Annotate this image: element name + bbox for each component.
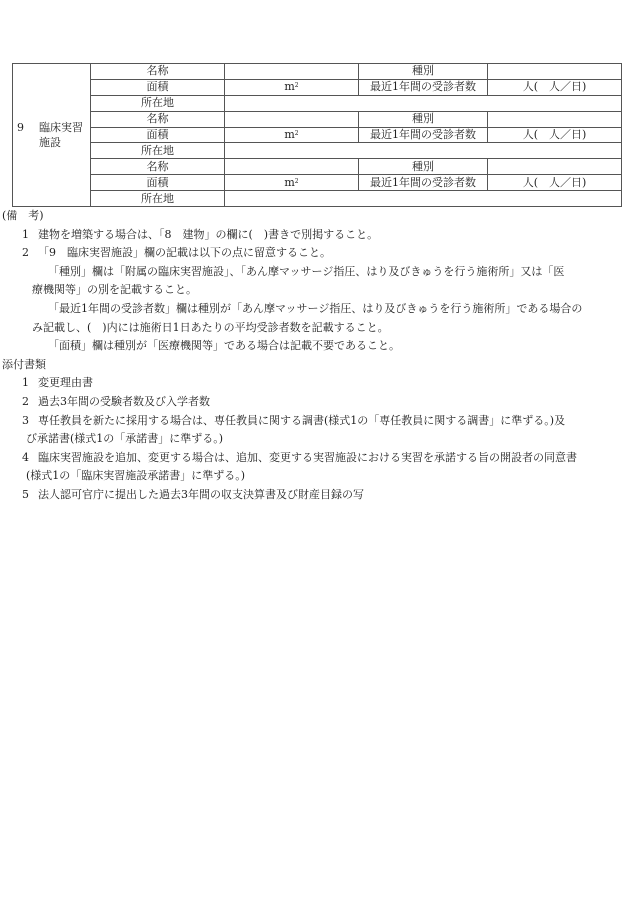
remark-paragraph-line: 「面積」欄は種別が「医療機関等」である場合は記載不要であること。 <box>48 339 400 353</box>
type-label: 種別 <box>359 64 488 80</box>
patients-value-cell[interactable]: 人( 人／日) <box>488 79 622 95</box>
name-label: 名称 <box>91 111 225 127</box>
attachment-text: 過去3年間の受験者数及び入学者数 <box>38 394 210 408</box>
table-row <box>13 159 622 175</box>
attachment-item <box>12 412 624 431</box>
table-row <box>13 175 622 191</box>
row-header-line1: 臨床実習 <box>39 121 83 134</box>
attachment-item <box>12 393 624 412</box>
area-value-cell[interactable] <box>225 79 359 95</box>
remark-item <box>12 244 624 263</box>
patients-value-cell[interactable]: 人( 人／日) <box>488 127 622 143</box>
area-unit-sup: 2 <box>294 82 299 90</box>
remark-text: 建物を増築する場合は、「8 建物」の欄に( )書きで別掲すること。 <box>38 227 379 241</box>
remark-paragraph-continuation: み記載し、( )内には施術日1日あたりの平均受診者数を記載すること。 <box>32 320 389 334</box>
attachment-continuation: (様式1の「臨床実習施設承諾書」に準ずる。) <box>26 469 246 483</box>
attachment-number: 3 <box>22 413 29 427</box>
location-value-cell[interactable] <box>225 143 622 159</box>
attachment-continuation: び承諾書(様式1の「承諾書」に準ずる。) <box>26 432 224 446</box>
location-value-cell[interactable] <box>225 191 622 207</box>
remark-item <box>12 226 624 245</box>
type-label: 種別 <box>359 111 488 127</box>
attachment-item <box>12 486 624 505</box>
row-header-clinical-facility <box>13 64 91 207</box>
attachment-text: 臨床実習施設を追加、変更する場合は、追加、変更する実習施設における実習を承諾する旨の開設者の同意書 <box>38 450 577 464</box>
area-unit: m <box>284 128 295 141</box>
area-unit: m <box>284 175 295 189</box>
name-label: 名称 <box>91 159 225 175</box>
attachment-number: 2 <box>22 394 29 408</box>
row-header-line2: 施設 <box>39 136 61 149</box>
name-label: 名称 <box>91 64 225 80</box>
remark-paragraph-continuation: 療機関等」の別を記載すること。 <box>32 283 197 297</box>
location-label: 所在地 <box>91 143 225 159</box>
remark-text: 「9 臨床実習施設」欄の記載は以下の点に留意すること。 <box>38 246 331 260</box>
patients-value-cell[interactable]: 人( 人／日) <box>488 175 622 191</box>
area-value-cell[interactable] <box>225 175 359 191</box>
table-row <box>13 111 622 127</box>
attachment-number: 4 <box>22 450 29 464</box>
area-label: 面積 <box>91 79 225 95</box>
area-unit-sup: 2 <box>294 177 299 185</box>
remark-number: 2 <box>22 246 29 260</box>
area-unit-sup: 2 <box>294 130 299 137</box>
attachments-title: 添付書類 <box>2 357 46 371</box>
table-row <box>13 143 622 159</box>
area-label: 面積 <box>91 127 225 143</box>
attachment-number: 5 <box>22 487 29 501</box>
name-value-cell[interactable] <box>225 159 359 175</box>
area-value-cell[interactable] <box>225 127 359 143</box>
table-row <box>13 64 622 80</box>
clinical-facility-table <box>12 63 622 207</box>
patients-label: 最近1年間の受診者数 <box>359 127 488 143</box>
patients-label: 最近1年間の受診者数 <box>359 79 488 95</box>
remark-paragraph-line: 「種別」欄は「附属の臨床実習施設」、「あん摩マッサージ指圧、はり及びきゅうを行う施術所」又は「医 <box>48 264 565 278</box>
row-header-number: 9 <box>17 121 24 134</box>
table-row <box>13 191 622 207</box>
type-label: 種別 <box>359 159 488 175</box>
attachment-number: 1 <box>22 376 29 390</box>
table-row <box>13 127 622 143</box>
attachment-text: 変更理由書 <box>38 376 93 390</box>
area-unit: m <box>284 80 295 94</box>
attachment-item <box>12 374 624 393</box>
type-value-cell[interactable] <box>488 64 622 80</box>
type-value-cell[interactable] <box>488 159 622 175</box>
remark-paragraph-line: 「最近1年間の受診者数」欄は種別が「あん摩マッサージ指圧、はり及びきゅうを行う施術所」である場合の <box>48 301 583 315</box>
patients-label: 最近1年間の受診者数 <box>359 175 488 191</box>
notes-section <box>2 207 624 505</box>
attachment-item <box>12 449 624 468</box>
remarks-title: (備 考) <box>2 209 44 222</box>
table-row <box>13 79 622 95</box>
location-label: 所在地 <box>91 95 225 111</box>
attachment-text: 法人認可官庁に提出した過去3年間の収支決算書及び財産目録の写 <box>38 487 364 501</box>
name-value-cell[interactable] <box>225 111 359 127</box>
area-label: 面積 <box>91 175 225 191</box>
name-value-cell[interactable] <box>225 64 359 80</box>
location-value-cell[interactable] <box>225 95 622 111</box>
attachment-text: 専任教員を新たに採用する場合は、専任教員に関する調書(様式1の「専任教員に関する調書」に準ずる。)及 <box>38 413 566 427</box>
remark-number: 1 <box>22 227 29 241</box>
location-label: 所在地 <box>91 191 225 207</box>
table-row <box>13 95 622 111</box>
type-value-cell[interactable] <box>488 111 622 127</box>
